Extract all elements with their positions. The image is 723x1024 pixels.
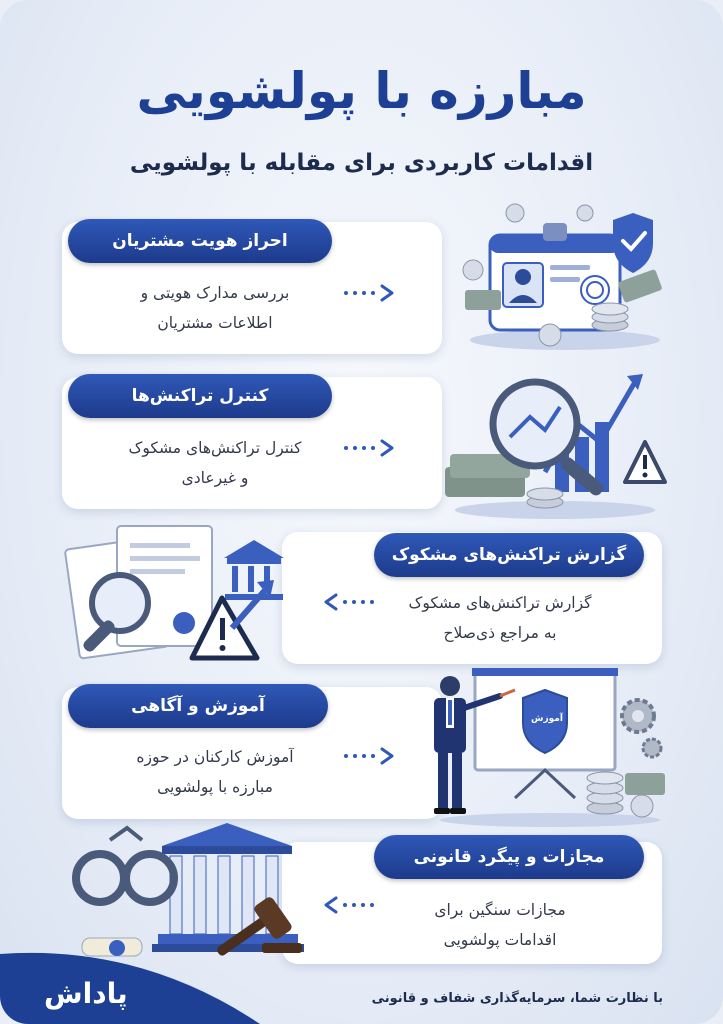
page-subtitle: اقدامات کاربردی برای مقابله با پولشویی [129, 150, 594, 176]
arrow-right-icon [340, 438, 400, 458]
desc-line: اقدامات پولشویی [443, 931, 557, 949]
footer-tagline: با نظارت شما، سرمایه‌گذاری شفاف و قانونی [371, 991, 663, 1006]
desc-suspicious-report [405, 588, 595, 648]
desc-line: گزارش تراکنش‌های مشکوک [408, 594, 592, 612]
desc-line: مبارزه با پولشویی [157, 778, 273, 796]
arrow-right-icon [340, 283, 400, 303]
training-badge-label: آموزش [531, 714, 563, 724]
desc-line: بررسی مدارک هویتی و [140, 284, 290, 302]
arrow-left-icon [318, 592, 378, 612]
desc-line: و غیرعادی [181, 469, 249, 487]
heading-customer-verification: احراز هویت مشتریان [68, 219, 332, 263]
arrow-left-icon [318, 895, 378, 915]
presenter-board-icon [420, 668, 670, 828]
id-card-shield-icon [455, 195, 670, 355]
training-presenter-illustration [420, 668, 670, 828]
page-title: مبارزه با پولشویی [136, 62, 587, 120]
arrow-right-icon [340, 746, 400, 766]
heading-training: آموزش و آگاهی [68, 684, 328, 728]
desc-line: آموزش کارکنان در حوزه [136, 748, 294, 766]
documents-warning-icon [62, 518, 292, 668]
desc-training [120, 742, 310, 802]
desc-line: کنترل تراکنش‌های مشکوک [128, 439, 302, 457]
desc-line: به مراجع ذی‌صلاح [443, 624, 557, 642]
magnifier-chart-icon [435, 362, 670, 522]
desc-line: مجازات سنگین برای [434, 901, 566, 919]
brand-logo[interactable]: پاداش [44, 977, 128, 1010]
desc-customer-verification [120, 278, 310, 338]
heading-suspicious-report: گزارش تراکنش‌های مشکوک [374, 533, 644, 577]
heading-transaction-control: کنترل تراکنش‌ها [68, 374, 332, 418]
heading-legal-penalty: مجازات و پیگرد قانونی [374, 835, 644, 879]
desc-line: اطلاعات مشتریان [157, 314, 273, 332]
desc-transaction-control [120, 433, 310, 493]
